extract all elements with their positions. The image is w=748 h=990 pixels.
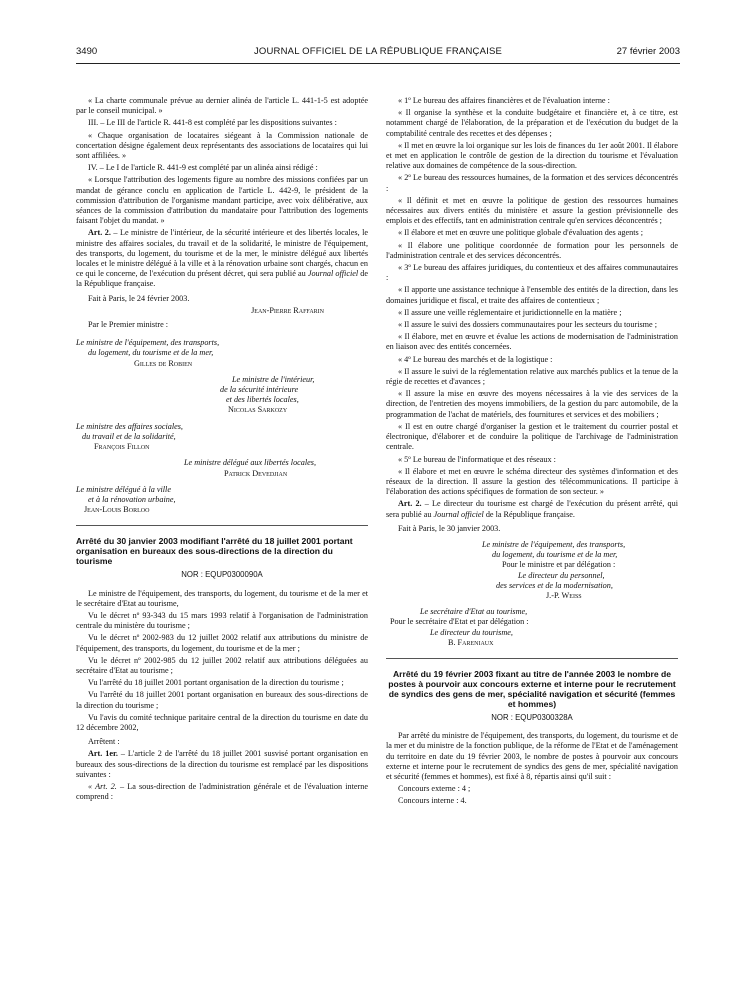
paragraph: « Il assure le suivi des dossiers communautaires pour les secteurs du tourisme ;	[398, 320, 657, 330]
paragraph: « Il assure une veille réglementaire et juridictionnelle en la matière ;	[398, 307, 622, 317]
paragraph: « Il assure la mise en œuvre des moyens nécessaires à la vie des services de la direction, de l'entretien des moyens immobiliers, de la gestion du parc automobile, de la programmation de l'achat de matériels, des fournitures et services et des mobiliers ;	[386, 389, 678, 419]
signatory-name: B. Fareniaux	[448, 637, 494, 647]
paragraph: « 3º Le bureau des affaires juridiques, du contentieux et des affaires communautaires :	[386, 263, 678, 283]
article-label: Art. 2.	[88, 228, 111, 238]
paragraph: Arrêtent :	[88, 737, 120, 747]
paragraph: « 4º Le bureau des marchés et de la logistique :	[398, 354, 553, 364]
paragraph: « Il assure le suivi de la réglementation relative aux marchés publics et la tenue de la régie de recettes et d'avances ;	[386, 366, 678, 387]
done-at: Fait à Paris, le 24 février 2003.	[88, 293, 190, 303]
right-column	[386, 96, 678, 809]
paragraph: « 1º Le bureau des affaires financières et de l'évaluation interne :	[398, 96, 610, 105]
article-label: Art. 2.	[398, 499, 422, 509]
done-at: Fait à Paris, le 30 janvier 2003.	[398, 523, 501, 533]
paragraph: « Il élabore et met en œuvre une politique globale d'évaluation des agents ;	[398, 228, 643, 238]
paragraph: « 5º Le bureau de l'informatique et des réseaux :	[398, 454, 556, 464]
section-divider	[76, 525, 368, 526]
article-1: Art. 1er. – L'article 2 de l'arrêté du 18 juillet 2001 susvisé portant organisation en bureaux des sous-directions de la direction du tourisme est remplacé par les dispositions suivantes :	[76, 749, 368, 779]
paragraph: « Il élabore, met en œuvre et évalue les actions de modernisation de l'administration en liaison avec des entités concernées.	[386, 332, 678, 352]
signatory-name: Jean-Louis Borloo	[84, 505, 150, 515]
paragraph: Le ministre de l'équipement, des transports, du logement, du tourisme et de la mer et le secrétaire d'Etat au tourisme,	[76, 588, 368, 608]
page-header	[76, 46, 680, 62]
signatory-name: François Fillon	[94, 442, 150, 452]
paragraph: Vu le décret nº 2002-985 du 12 juillet 2002 relatif aux attributions déléguées au secrétaire d'Etat au tourisme ;	[76, 655, 368, 675]
article-2: Art. 2. – Le ministre de l'intérieur, de la sécurité intérieure et des libertés locales, le ministre des affaires sociales, du travail et de la solidarité, le ministre de l'équipement, des transports, du logement, du tourisme et de la mer, le ministre délégué aux libertés locales et le ministre délégué à la ville et à la rénovation urbaine sont chargés, chacun en ce qui le concerne, de l'exécution du présent décret, qui sera publié au Journal officiel de la République française.	[76, 228, 369, 289]
paragraph: « Il élabore et met en œuvre le schéma directeur des systèmes d'information et des réseaux de la direction. Il assure la gestion des télécommunications. Il participe à l'élaboration des actions spécifiques de formation de son secteur. »	[386, 466, 678, 497]
issue-date: 27 février 2003	[616, 46, 680, 57]
paragraph: Vu l'arrêté du 18 juillet 2001 portant organisation en bureaux des sous-directions de la direction du tourisme ;	[76, 690, 368, 710]
paragraph: « Il organise la synthèse et la conduite budgétaire et financière et, à ce titre, est notamment chargé de l'élaboration, de la préparation et de l'exécution du budget de la comptabilité centrale des recettes et des dépenses ;	[386, 108, 678, 138]
decree-title: Arrêté du 19 février 2003 fixant au titre de l'année 2003 le nombre de postes à pourvoir aux concours externe et interne pour le recrutement de syndics des gens de mer, spécialité navigation et sécurité (femmes et hommes)	[388, 668, 676, 709]
page-number: 3490	[76, 46, 98, 57]
signature-block: Le ministre de l'intérieur, de la sécurité intérieure et des libertés locales, Nicolas Sarkozy	[76, 375, 368, 416]
paragraph: « Art. 2. – La sous-direction de l'administration générale et de l'évaluation interne comprend :	[76, 781, 368, 802]
article-label: Art. 1er.	[88, 749, 118, 759]
signatory-name: Gilles de Robien	[134, 358, 193, 368]
signature-block: Le ministre de l'équipement, des transports, du logement, du tourisme et de la mer, Pour le ministre et par délégation : Le directeur du personnel, des services et de la modernisation, J.-P. Weiss	[386, 540, 678, 601]
decree-title: Arrêté du 30 janvier 2003 modifiant l'arrêté du 18 juillet 2001 portant organisation en bureaux des sous-directions de la direction du tourisme	[76, 536, 353, 567]
paragraph: Concours interne : 4.	[398, 796, 467, 806]
paragraph: III. – Le III de l'article R. 441-8 est complété par les dispositions suivantes :	[88, 118, 337, 128]
paragraph: Vu l'arrêté du 18 juillet 2001 portant organisation de la direction du tourisme ;	[88, 678, 344, 688]
header-rule	[76, 63, 680, 64]
left-column	[76, 96, 368, 804]
paragraph: Vu le décret nº 2002-983 du 12 juillet 2002 relatif aux attributions du ministre de l'équipement, des transports, du logement, du tourisme et de la mer ;	[76, 633, 368, 653]
nor-reference: NOR : EQUP0300090A	[181, 570, 263, 580]
signature-block: Le ministre de l'équipement, des transports, du logement, du tourisme et de la mer, Gilles de Robien	[76, 338, 368, 369]
signature-block: Le secrétaire d'Etat au tourisme, Pour le secrétaire d'Etat et par délégation : Le directeur du tourisme, B. Fareniaux	[386, 607, 678, 648]
signature-line: Par le Premier ministre :	[88, 320, 169, 330]
paragraph: Concours externe : 4 ;	[398, 784, 471, 794]
paragraph: « Il met en œuvre la loi organique sur les lois de finances du 1er août 2001. Il élabore et met en application le contrôle de gestion de la direction du tourisme et l'évaluation relative aux domaines de compétence de la sous-direction.	[386, 140, 678, 171]
nor-reference: NOR : EQUP0300328A	[491, 712, 573, 722]
signatory-name: J.-P. Weiss	[546, 590, 582, 600]
signatory-name: Nicolas Sarkozy	[228, 405, 288, 415]
paragraph: « Il est en outre chargé d'organiser la gestion et le traitement du courrier postal et électronique, d'élaborer et de conduire la politique de l'archivage de l'administration centrale.	[386, 421, 678, 452]
paragraph: « La charte communale prévue au dernier alinéa de l'article L. 441-1-5 est adoptée par le conseil municipal. »	[76, 96, 368, 116]
signature-block: Le ministre délégué à la ville et à la rénovation urbaine, Jean-Louis Borloo	[76, 485, 368, 516]
paragraph: « Il définit et met en œuvre la politique de gestion des ressources humaines nécessaires aux divers entités du ministère et assure la gestion prévisionnelle des emplois et des effectifs, tant en administration centrale qu'en services déconcentrés ;	[386, 195, 678, 226]
paragraph: « 2º Le bureau des ressources humaines, de la formation et des services déconcentrés :	[386, 173, 678, 193]
signatory-name: Jean-Pierre Raffarin	[251, 305, 324, 315]
paragraph: « Il élabore une politique coordonnée de formation pour les personnels de l'administration centrale et des services déconcentrés.	[386, 240, 678, 260]
paragraph: Par arrêté du ministre de l'équipement, des transports, du logement, du tourisme et de la mer et du ministre de la fonction publique, de la réforme de l'Etat et de l'aménagement du territoire en date du 19 février 2003, le nombre de postes à pourvoir aux concours externe et interne pour le recrutement de syndics des gens de mer, spécialité navigation et sécurité (femmes et hommes), est fixé à 8, répartis ainsi qu'il suit :	[386, 731, 678, 781]
section-divider	[386, 658, 678, 659]
signatory-name: Patrick Devedjian	[224, 468, 288, 478]
signature-block: Le ministre des affaires sociales, du travail et de la solidarité, François Fillon	[76, 422, 368, 453]
paragraph: Vu l'avis du comité technique paritaire central de la direction du tourisme en date du 12 décembre 2002,	[76, 712, 368, 732]
paragraph: « Chaque organisation de locataires siégeant à la Commission nationale de concertation désigne également deux représentants des associations de locataires qui lui sont affiliées. »	[76, 130, 368, 161]
paragraph: Vu le décret nº 93-343 du 15 mars 1993 relatif à l'organisation de l'administration centrale du ministère du tourisme ;	[76, 610, 368, 631]
paragraph: IV. – Le I de l'article R. 441-9 est complété par un alinéa ainsi rédigé :	[88, 163, 318, 173]
signature-block: Le ministre délégué aux libertés locales, Patrick Devedjian	[76, 458, 368, 478]
paragraph: « Lorsque l'attribution des logements figure au nombre des missions confiées par un mandat de gérance conclu en application de l'article L. 442-9, le président de la commission d'attribution de l'organisme mandant participe, avec voix délibérative, aux séances de la commission d'attribution du mandataire pour l'attribution des logements faisant l'objet du mandat. »	[76, 175, 368, 226]
article-2: Art. 2. – Le directeur du tourisme est chargé de l'exécution du présent arrêté, qui sera publié au Journal officiel de la République française.	[386, 499, 678, 519]
paragraph: « Il apporte une assistance technique à l'ensemble des entités de la direction, dans les domaines juridique et fiscal, et traite des affaires de contentieux ;	[386, 285, 678, 305]
journal-title: JOURNAL OFFICIEL DE LA RÉPUBLIQUE FRANÇAISE	[253, 46, 503, 57]
